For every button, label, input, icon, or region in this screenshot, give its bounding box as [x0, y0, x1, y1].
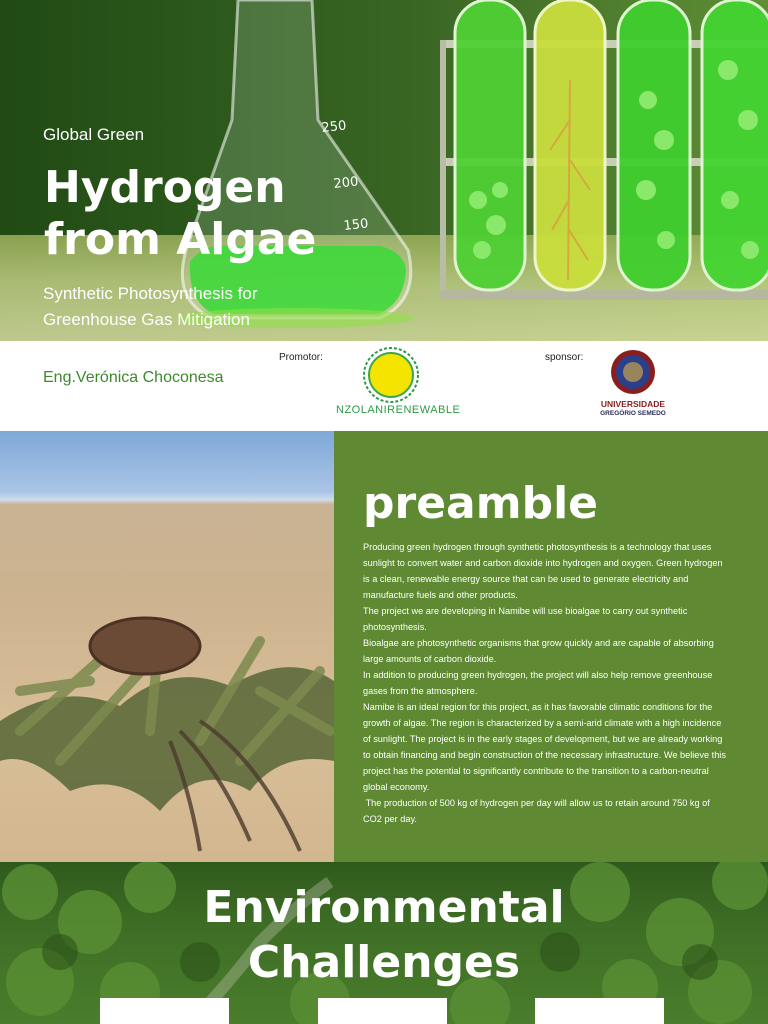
author-name: Eng.Verónica Choconesa [43, 369, 224, 386]
test-tube-4 [702, 0, 768, 290]
credits-bar [0, 341, 768, 431]
title-line-2: from Algae [44, 214, 317, 265]
preamble-paragraph: Namibe is an ideal region for this project, as it has favorable climatic conditions for the growth of algae. The region is characterized by a semi-arid climate with a high incidence of sunlight. The project is in the early stages of development, but we are already working to obtain financing and begin construction of the necessary infrastructure. We believe this project has the potential to significantly contribute to the transition to a carbon-neutral global economy. [363, 702, 726, 792]
sponsor-name-line-2: GREGÓRIO SEMEDO [600, 410, 666, 417]
preamble-paragraph: In addition to producing green hydrogen, the project will also help remove greenhouse gases from the atmosphere. [363, 670, 713, 696]
promotor-label: Promotor: [279, 352, 323, 363]
subtitle-line-1: Synthetic Photosynthesis for [43, 284, 258, 303]
preamble-section [334, 431, 768, 862]
publisher-label: Global Green [43, 125, 145, 144]
subtitle-line-2: Greenhouse Gas Mitigation [43, 310, 250, 329]
preamble-paragraph: The project we are developing in Namibe will use bioalgae to carry out synthetic photosynthesis. [363, 606, 688, 632]
environmental-challenges-section [0, 862, 768, 1024]
flask-mark-250: 250 [320, 118, 348, 136]
sponsor-name-line-1: UNIVERSIDADE [600, 399, 666, 409]
preamble-paragraph: The production of 500 kg of hydrogen per day will allow us to retain around 750 kg of CO2 per day. [363, 798, 713, 824]
env-title-line-1: Environmental [203, 882, 565, 933]
environmental-heading [0, 880, 768, 990]
page-subtitle [43, 281, 363, 333]
desert-plant-illustration [0, 431, 334, 862]
preamble-paragraph: Producing green hydrogen through synthetic photosynthesis is a technology that uses sunlight to convert water and carbon dioxide into hydrogen and oxygen. Green hydrogen is a clean, renewable energy source that can be used to generate electricity and manufacture fuels and other products. [363, 542, 723, 600]
preamble-body [363, 539, 727, 827]
preamble-paragraph: Bioalgae are photosynthetic organisms that grow quickly and are capable of absorbing large amounts of carbon dioxide. [363, 638, 714, 664]
hero-banner [0, 0, 768, 341]
preamble-heading: preamble [363, 478, 598, 529]
env-title-line-2: Challenges [247, 937, 521, 988]
promotor-logo-text: NZOLANIRENEWABLE [336, 404, 461, 416]
sponsor-name [586, 400, 680, 418]
flask-mark-200: 200 [332, 174, 360, 192]
welwitschia-desert-photo [0, 431, 334, 862]
test-tube-3 [618, 0, 690, 290]
page-title [44, 162, 374, 266]
title-line-1: Hydrogen [44, 162, 286, 213]
challenge-card [318, 998, 447, 1024]
flask-mark-150: 150 [342, 216, 370, 234]
challenge-card [100, 998, 229, 1024]
challenge-card [535, 998, 664, 1024]
sponsor-label: sponsor: [545, 352, 584, 363]
test-tube-2 [535, 0, 605, 290]
test-tube-1 [455, 0, 525, 290]
